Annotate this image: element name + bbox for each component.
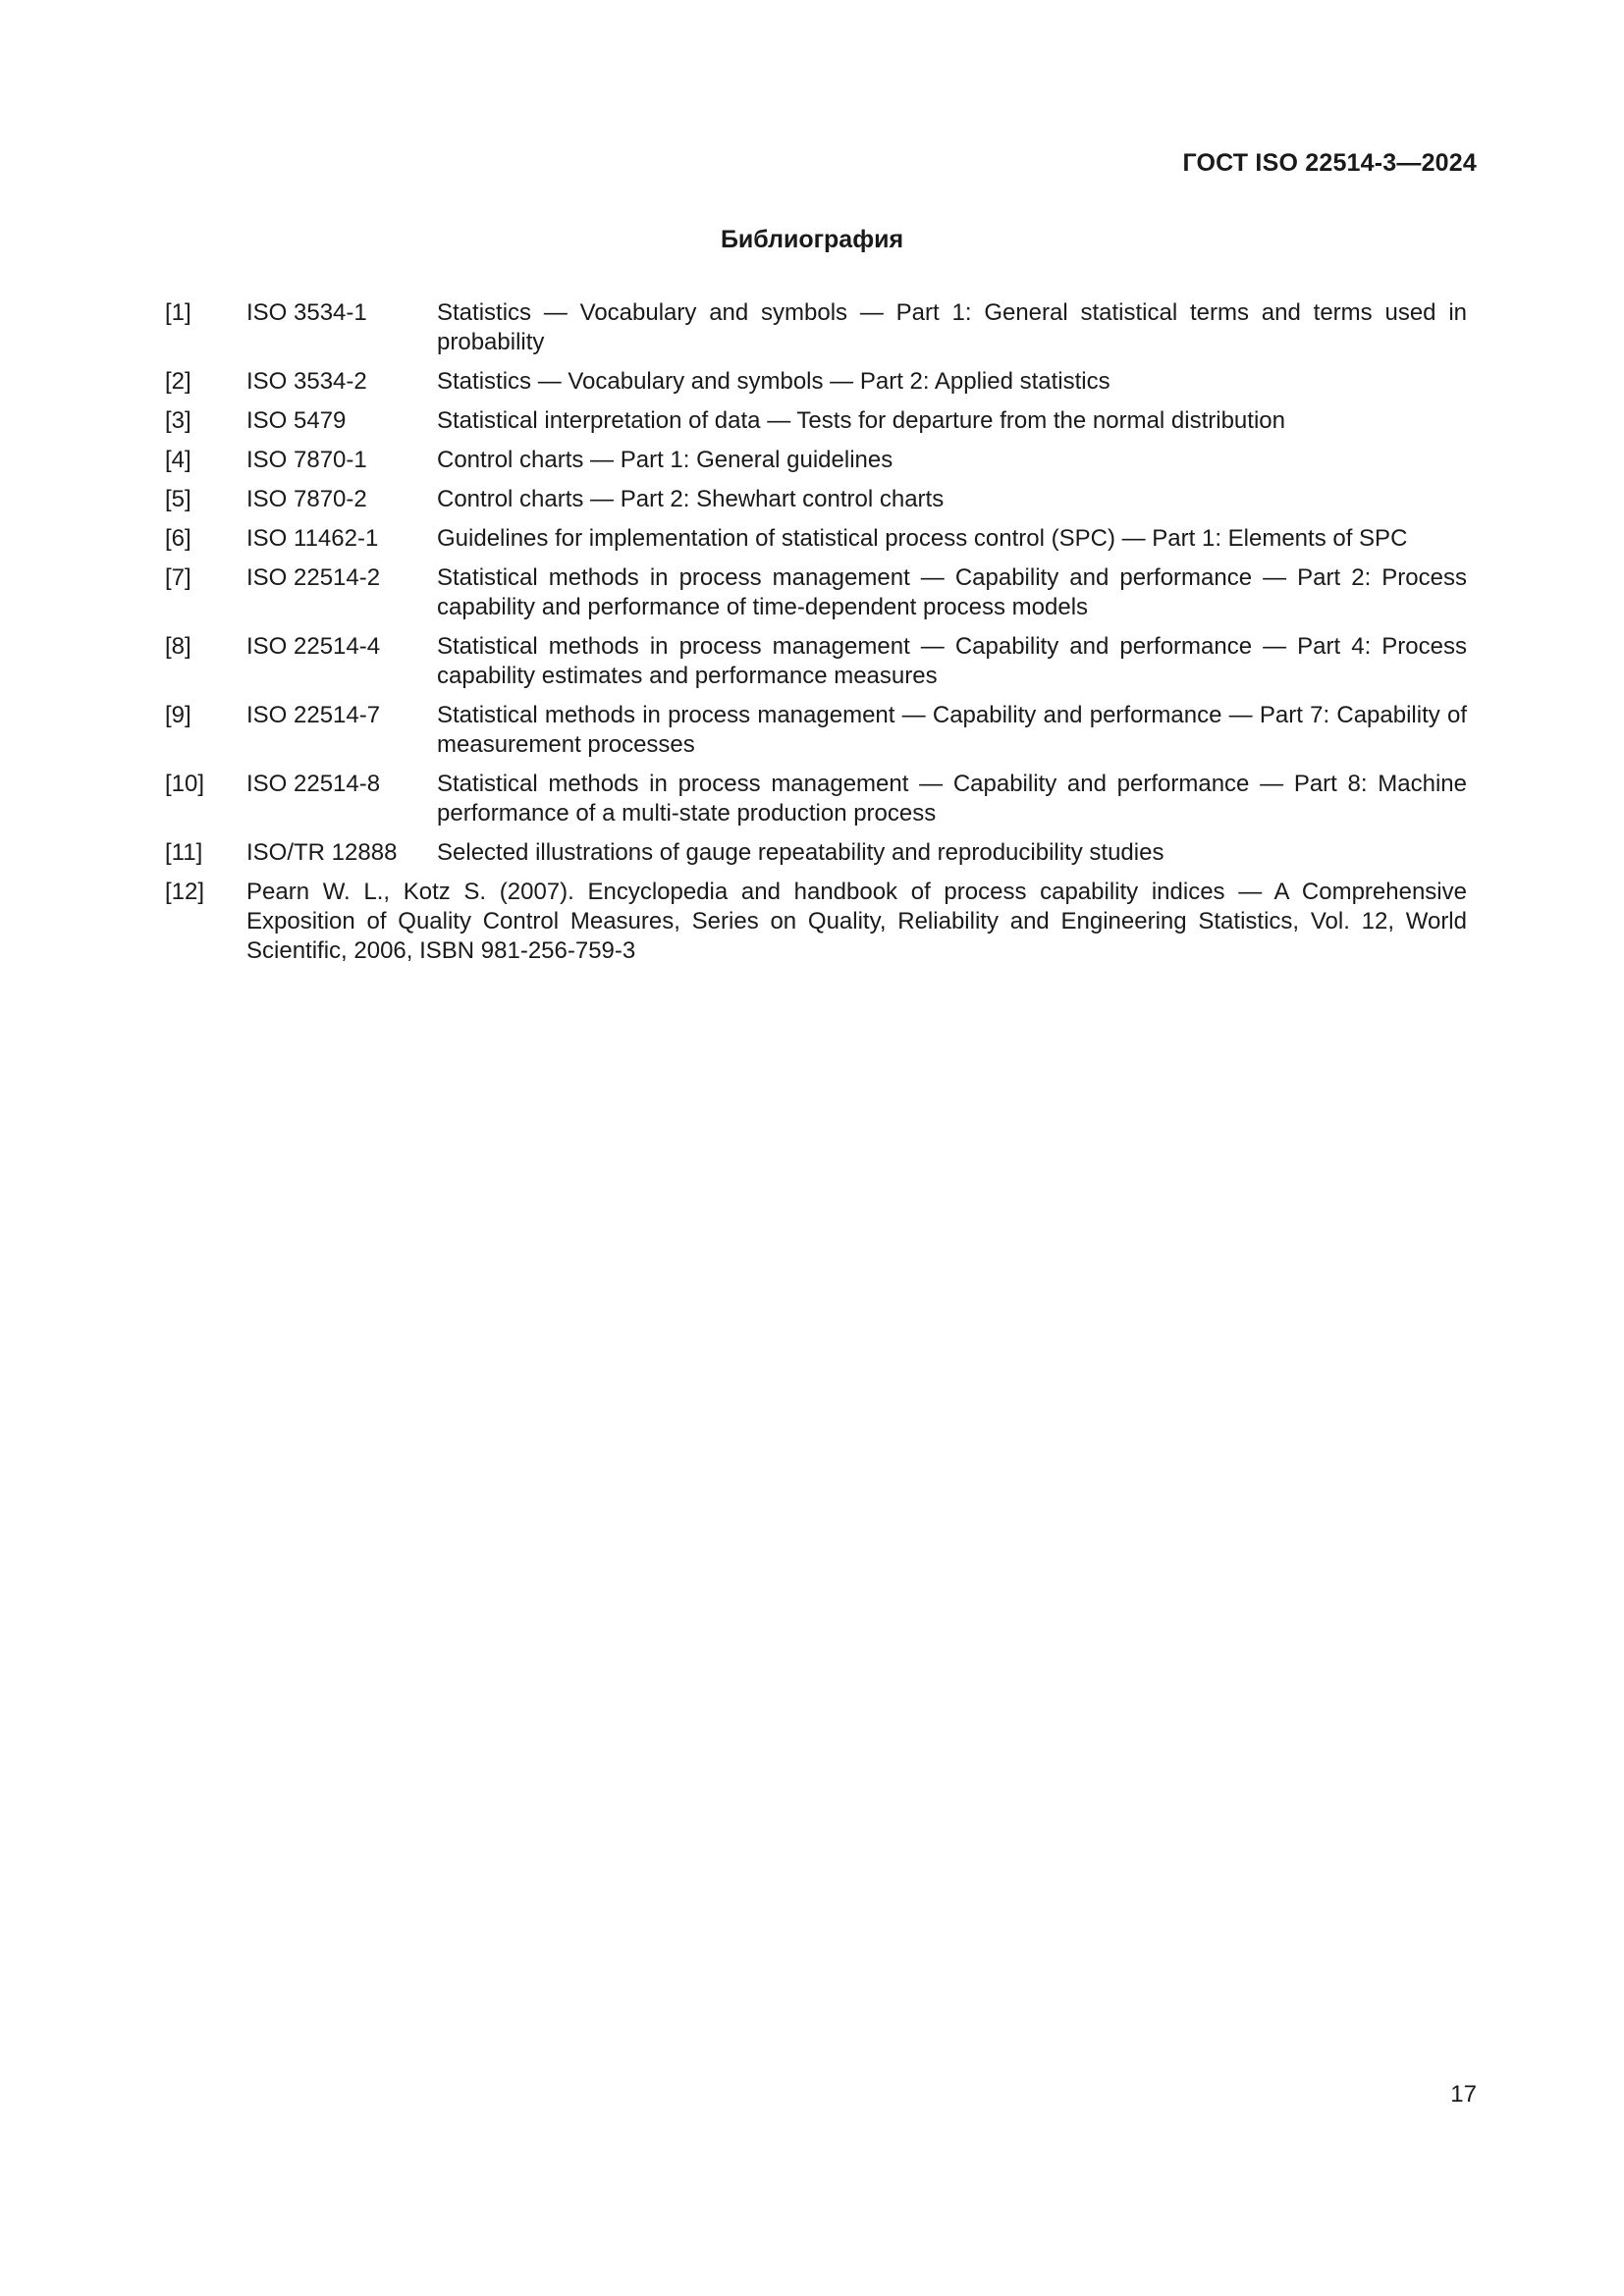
- entry-standard-code: ISO 3534-2: [246, 368, 367, 395]
- entry-title: Pearn W. L., Kotz S. (2007). Encyclopedia and handbook of process capability indices — A Comprehensive Exposition of Quality Control Measures, Series on Quality, Reliability and Engineering Statistics, Vol. 12, World Scientific, 2006, ISBN 981-256-759-3: [246, 879, 1467, 964]
- entry-standard-code: ISO 22514-7: [246, 702, 381, 728]
- bibliography-entry: [165, 838, 1467, 868]
- entry-standard-code: ISO 7870-1: [246, 447, 367, 473]
- entry-standard-code: ISO 22514-2: [246, 564, 381, 591]
- entry-number: [9]: [165, 702, 191, 728]
- entry-standard-code: ISO 3534-1: [246, 299, 367, 326]
- bibliography-entry: [165, 563, 1467, 622]
- entry-title: Statistical interpretation of data — Tests for departure from the normal distribution: [437, 407, 1285, 434]
- bibliography-entry: [165, 406, 1467, 436]
- entry-standard-code: ISO 5479: [246, 407, 347, 434]
- entry-title: Statistical methods in process management — Capability and performance — Part 7: Capability of measurement processes: [437, 702, 1467, 758]
- bibliography-entry: [165, 878, 1467, 966]
- entry-title: Control charts — Part 1: General guidelines: [437, 447, 893, 473]
- bibliography-entry: [165, 446, 1467, 475]
- entry-title: Statistical methods in process management — Capability and performance — Part 2: Process capability and performance of time-dependent process models: [437, 564, 1467, 620]
- entry-standard-code: ISO 22514-4: [246, 633, 381, 660]
- entry-title: Statistics — Vocabulary and symbols — Part 1: General statistical terms and terms used in probability: [437, 299, 1467, 355]
- bibliography-entry: [165, 632, 1467, 691]
- entry-number: [3]: [165, 407, 191, 434]
- bibliography-entry: [165, 770, 1467, 828]
- document-code: ГОСТ ISO 22514-3—2024: [1182, 149, 1477, 177]
- bibliography-entry: [165, 701, 1467, 760]
- entry-title: Selected illustrations of gauge repeatability and reproducibility studies: [437, 839, 1164, 866]
- entry-number: [4]: [165, 447, 191, 473]
- entry-title: Statistics — Vocabulary and symbols — Part 2: Applied statistics: [437, 368, 1110, 395]
- entry-number: [11]: [165, 839, 203, 866]
- entry-number: [12]: [165, 879, 205, 905]
- entry-number: [5]: [165, 486, 191, 512]
- entry-number: [7]: [165, 564, 191, 591]
- bibliography-entry: [165, 524, 1467, 554]
- entry-standard-code: ISO/TR 12888: [246, 839, 398, 866]
- section-title: Библиография: [720, 226, 904, 253]
- bibliography-entry: [165, 367, 1467, 397]
- bibliography-list: [165, 298, 1467, 976]
- entry-standard-code: ISO 11462-1: [246, 525, 379, 552]
- entry-title: Control charts — Part 2: Shewhart control charts: [437, 486, 945, 512]
- entry-title: Statistical methods in process management — Capability and performance — Part 4: Process capability estimates and performance measures: [437, 633, 1467, 689]
- entry-standard-code: ISO 22514-8: [246, 771, 381, 797]
- entry-title: Statistical methods in process management — Capability and performance — Part 8: Machine performance of a multi-state production process: [437, 771, 1467, 827]
- entry-number: [8]: [165, 633, 191, 660]
- entry-standard-code: ISO 7870-2: [246, 486, 367, 512]
- entry-number: [6]: [165, 525, 191, 552]
- bibliography-entry: [165, 298, 1467, 357]
- entry-title: Guidelines for implementation of statistical process control (SPC) — Part 1: Elements of SPC: [437, 525, 1408, 552]
- entry-number: [10]: [165, 771, 205, 797]
- entry-number: [2]: [165, 368, 191, 395]
- bibliography-entry: [165, 485, 1467, 514]
- entry-number: [1]: [165, 299, 191, 326]
- page-number: 17: [1450, 2081, 1477, 2108]
